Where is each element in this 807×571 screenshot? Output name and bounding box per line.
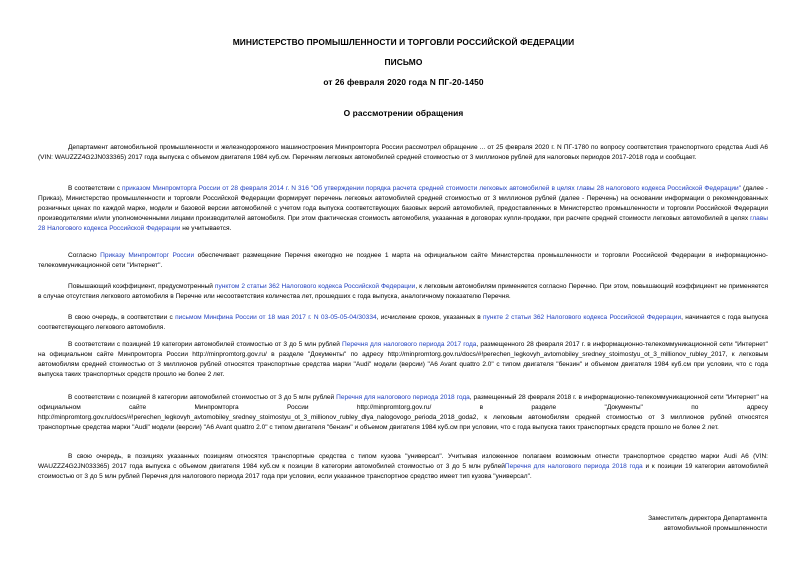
subject-title: О рассмотрении обращения: [343, 108, 464, 118]
paragraph-7-text-a: В соответствии с позицией 8 категории автомобилей стоимостью от 3 до 5 млн рублей: [68, 394, 337, 401]
article-362-link[interactable]: пунктом 2 статьи 362 Налогового кодекса Российской Федерации: [214, 283, 416, 290]
order-minpromtorg-link[interactable]: Приказу Минпромторг России: [100, 252, 195, 259]
paragraph-3-text-b: обеспечивает размещение Перечня ежегодно не позднее 1 марта на официальном сайте Министерства промышленности и торговли Российской Федерации в информационно-телекоммуникационной сети "Интернет".: [38, 252, 768, 270]
paragraph-2-text-c: не учитывается.: [180, 225, 232, 233]
paragraph-6-text-b: , размещенного 28 февраля 2017 г. в информационно-телекоммуникационной сети "Интернет" на официальном сайте Минпромторга России http://minpromtorg.gov.ru/ в разделе "Документы" по адресу http://minpromtorg.gov.ru/docs/#!perechen_legkovyh_avtomobiley_sredney_stoimostyu_ot_3_millionov_rubley_2017, к легковым автомобилям средней стоимостью от 3 миллионов рублей относятся транспортные средства марки "Audi" модели (версии) "A6 Avant quattro 2.0" с типом двигателя "бензин" и объемом двигателя 1984 куб.см при условии, что с года выпуска таких транспортных средств прошло не более 2 лет.: [38, 341, 768, 379]
paragraph-8-text-b: и к позиции 19 категории автомобилей стоимостью от 3 до 5 млн рублей Перечня для налогового периода 2017 года при условии, если указанное транспортное средство имеет тип кузова "универсал".: [38, 463, 768, 481]
paragraph-5-text-c: , начинается с года выпуска соответствующего легкового автомобиля.: [38, 314, 768, 332]
paragraph-5-text-a: В свою очередь, в соответствии с: [68, 314, 176, 321]
paragraph-2-text-a: В соответствии с: [68, 185, 122, 192]
paragraph-6-text-a: В соответствии с позицией 19 категории автомобилей стоимостью от 3 до 5 млн рублей: [68, 341, 342, 348]
date-number: от 26 февраля 2020 года N ПГ-20-1450: [323, 77, 484, 87]
paragraph-4-text-b: , к легковым автомобилям применяется согласно Перечню. При этом, повышающий коэффициент не применяется в случае отсутствия легкового автомобиля в Перечне или несоответствия количества лет, прошедших с года выпуска, аналогичному показателю Перечня.: [38, 283, 768, 301]
order-316-link[interactable]: приказом Минпромторга России от 28 февраля 2014 г. N 316 "Об утверждении порядка расчета средней стоимости легковых автомобилей в целях главы 28 налогового кодекса Российской Федерации": [122, 185, 742, 192]
paragraph-2: [38, 184, 768, 234]
paragraph-6: [38, 340, 768, 380]
paragraph-7: [38, 393, 768, 433]
minfin-letter-link[interactable]: письмом Минфина России от 18 мая 2017 г. N 03-05-05-04/30334: [175, 314, 377, 321]
signature-line-2: автомобильной промышленности: [663, 525, 767, 532]
signature-line-1: Заместитель директора Департамента: [648, 515, 767, 522]
paragraph-2-text-b: (далее - Приказ), Министерство промышленности и торговли Российской Федерации формирует перечень легковых автомобилей средней стоимостью от 3 миллионов рублей (далее - Перечень) на основании информации о рекомендованных розничных ценах по каждой марке, модели и базовой версии автомобилей с учетом года выпуска соответствующих базовых версий автомобилей, предоставленных в Министерство промышленности и торговли Российской Федерации производителями и/или уполномоченными лицами производителей автомобиля. При этом фактическая стоимость автомобиля, указанная в договорах купли-продажи, при расчете средней стоимости легковых автомобилей в целях: [38, 185, 768, 223]
paragraph-4: [38, 282, 768, 302]
paragraph-5: [38, 313, 768, 333]
paragraph-3: [38, 251, 768, 271]
paragraph-4-text-a: Повышающий коэффициент, предусмотренный: [68, 283, 215, 290]
ministry-title: МИНИСТЕРСТВО ПРОМЫШЛЕННОСТИ И ТОРГОВЛИ РОССИЙСКОЙ ФЕДЕРАЦИИ: [232, 37, 575, 47]
paragraph-1: [38, 143, 768, 163]
list-2018-link[interactable]: Перечня для налогового периода 2018 года: [336, 394, 470, 401]
paragraph-8: [38, 452, 768, 482]
paragraph-5-text-b: , исчисление сроков, указанных в: [376, 314, 484, 321]
list-2017-link[interactable]: Перечня для налогового периода 2017 года: [341, 341, 477, 348]
paragraph-1-text: Департамент автомобильной промышленности и железнодорожного машиностроения Минпромторга России рассмотрел обращение ... от 25 февраля 2020 г. N ПГ-1780 по вопросу соответствия транспортного средства Audi A6 (VIN: WAUZZZ4G2JN033365) 2017 года выпуска с объемом двигателя 1984 куб.см. Перечням легковых автомобилей средней стоимостью от 3 миллионов рублей для налоговых периодов 2017-2018 года и сообщает.: [38, 144, 768, 162]
signature-block: [567, 514, 767, 534]
tax-code-ch28-link[interactable]: главы 28 Налогового кодекса Российской Федерации: [38, 215, 768, 233]
article-362-p2-link[interactable]: пункте 2 статьи 362 Налогового кодекса Российской Федерации: [483, 314, 682, 321]
paragraph-8-text-a: В свою очередь, в позициях указанных позициям относятся транспортные средства с типом кузова "универсал". Учитывая изложенное полагаем возможным отнести транспортное средство марки Audi A6 (VIN: WAUZZZ4G2JN033365) 2017 года выпуска с объемом двигателя 1984 куб.см к позиции 8 категории автомобилей стоимостью от 3 до 5 млн рублей: [38, 453, 768, 471]
paragraph-7-text-b: , размещенный 28 февраля 2018 г. в информационно-телекоммуникационной сети "Интернет" на официальном сайте Минпромторга России http://minpromtorg.gov.ru/ в разделе "Документы" по адресу http://minpromtorg.gov.ru/docs/#!perechen_legkovyh_avtomobiley_sredney_stoimostyu_ot_3_millionov_rubley_dlya_nalogovogo_perioda_2018_goda2, к легковым автомобилям средней стоимостью от 3 миллионов рублей относятся транспортные средства марки "Audi" модели (версии) "A6 Avant quattro 2.0" с типом двигателя "бензин" и объемом двигателя 1984 куб.см при условии, что с года выпуска таких транспортных средств прошло не более 2 лет.: [38, 394, 768, 432]
list-2018-link-2[interactable]: Перечня для налогового периода 2018 года: [504, 463, 643, 471]
paragraph-3-text-a: Согласно: [68, 252, 101, 259]
document-type: ПИСЬМО: [384, 57, 423, 67]
